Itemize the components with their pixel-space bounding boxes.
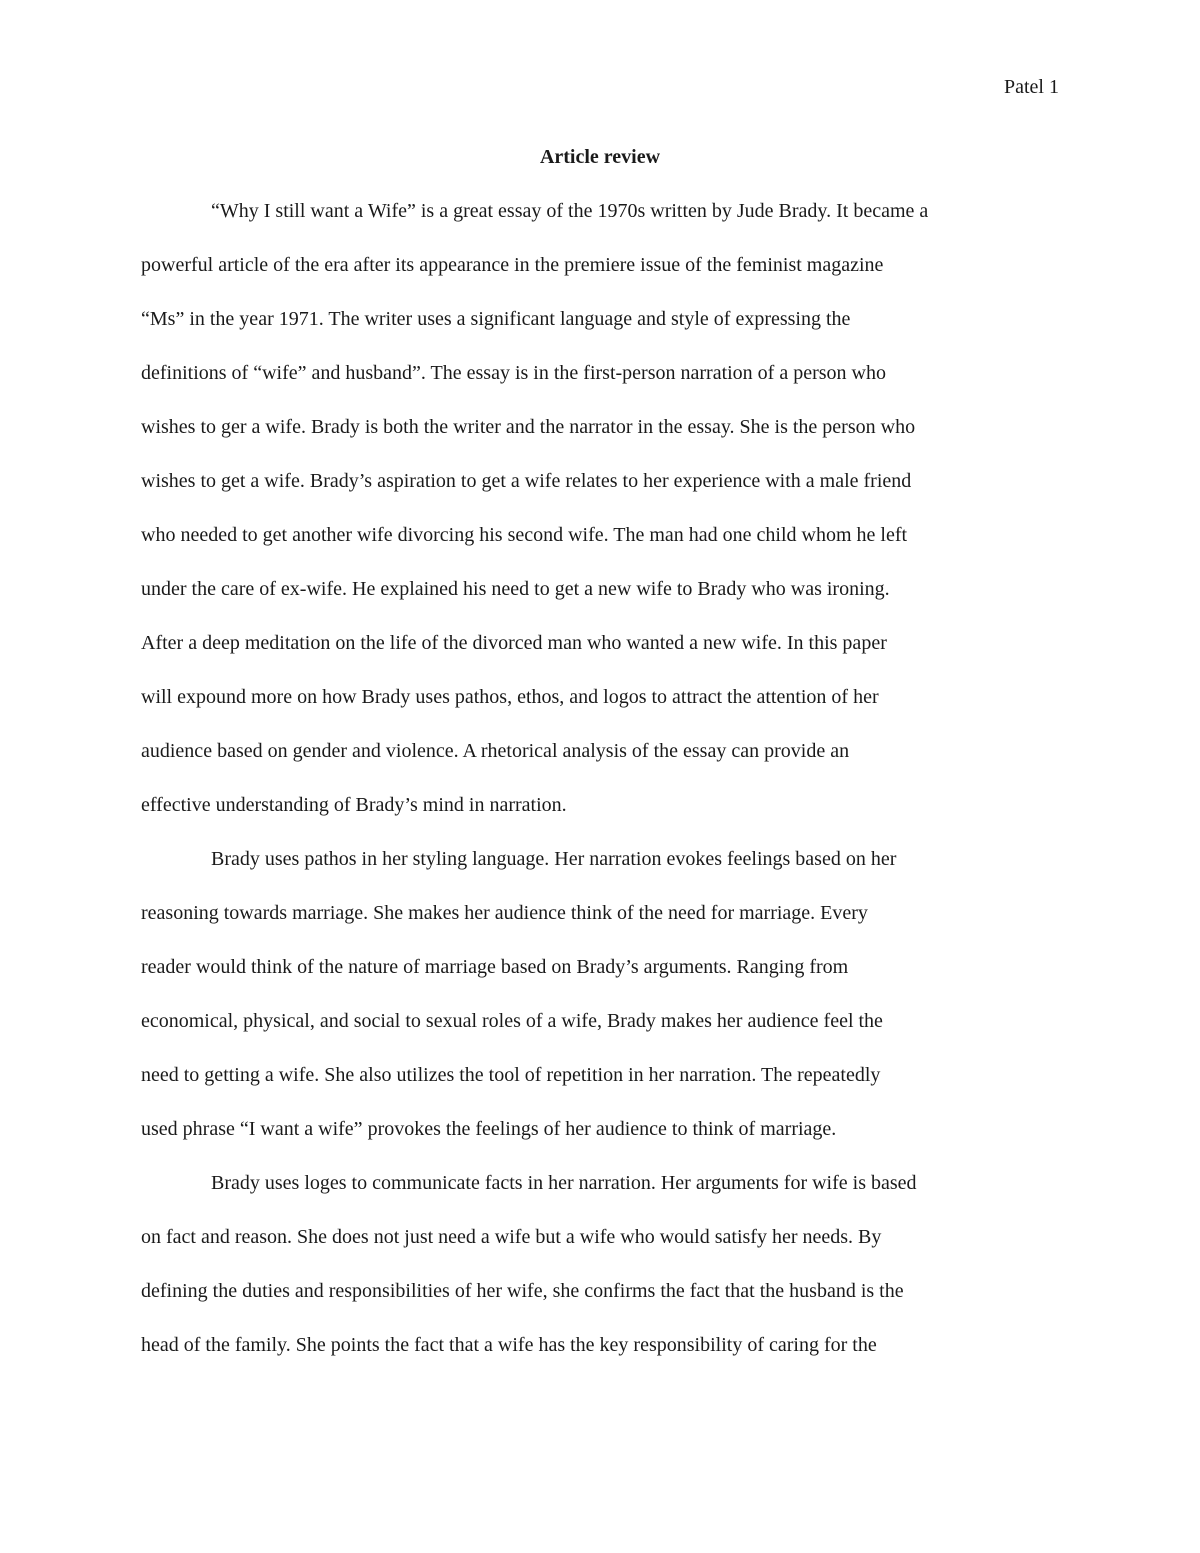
text-line: “Ms” in the year 1971. The writer uses a significant language and style of expressing the: [141, 308, 851, 330]
text-line: on fact and reason. She does not just need a wife but a wife who would satisfy her needs. By: [141, 1226, 882, 1248]
text-line: will expound more on how Brady uses pathos, ethos, and logos to attract the attention of her: [141, 686, 879, 708]
text-line: audience based on gender and violence. A rhetorical analysis of the essay can provide an: [141, 740, 850, 762]
text-line: “Why I still want a Wife” is a great essay of the 1970s written by Jude Brady. It became a: [211, 200, 929, 222]
text-line: Brady uses pathos in her styling language. Her narration evokes feelings based on her: [211, 848, 897, 870]
text-line: under the care of ex-wife. He explained his need to get a new wife to Brady who was ironing.: [141, 578, 890, 600]
text-line: Brady uses loges to communicate facts in her narration. Her arguments for wife is based: [211, 1172, 917, 1194]
text-line: effective understanding of Brady’s mind in narration.: [141, 794, 567, 816]
text-line: used phrase “I want a wife” provokes the feelings of her audience to think of marriage.: [141, 1118, 837, 1140]
text-line: need to getting a wife. She also utilizes the tool of repetition in her narration. The repeatedly: [141, 1064, 881, 1086]
text-line: powerful article of the era after its appearance in the premiere issue of the feminist magazine: [141, 254, 884, 276]
text-line: defining the duties and responsibilities of her wife, she confirms the fact that the husband is the: [141, 1280, 904, 1302]
body-text: [141, 198, 1059, 1386]
page-title: Article review: [539, 146, 661, 168]
text-line: who needed to get another wife divorcing his second wife. The man had one child whom he left: [141, 524, 908, 546]
running-head: Patel 1: [1004, 76, 1059, 98]
text-line: wishes to get a wife. Brady’s aspiration to get a wife relates to her experience with a male friend: [141, 470, 912, 492]
text-line: economical, physical, and social to sexual roles of a wife, Brady makes her audience feel the: [141, 1010, 883, 1032]
text-line: After a deep meditation on the life of the divorced man who wanted a new wife. In this paper: [141, 632, 887, 654]
text-line: definitions of “wife” and husband”. The essay is in the first-person narration of a person who: [141, 362, 886, 384]
text-line: wishes to ger a wife. Brady is both the writer and the narrator in the essay. She is the person who: [141, 416, 916, 438]
text-line: reasoning towards marriage. She makes her audience think of the need for marriage. Every: [141, 902, 868, 924]
text-line: head of the family. She points the fact that a wife has the key responsibility of caring for the: [141, 1334, 877, 1356]
text-line: reader would think of the nature of marriage based on Brady’s arguments. Ranging from: [141, 956, 849, 978]
